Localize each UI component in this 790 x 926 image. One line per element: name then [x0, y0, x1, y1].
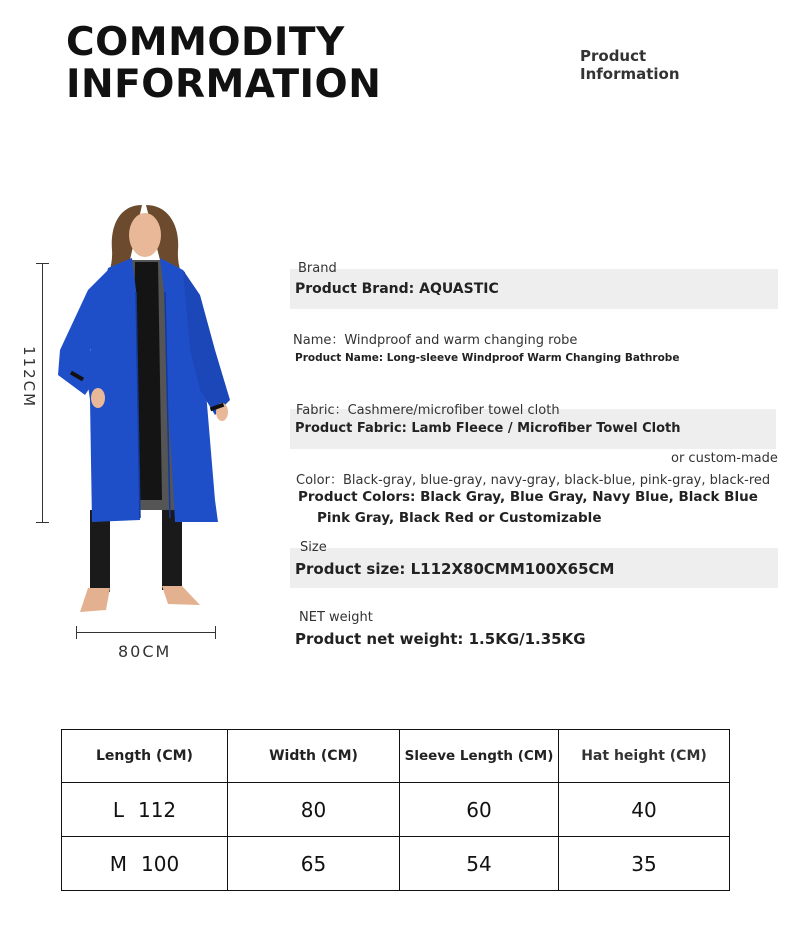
left-hand: [91, 388, 105, 408]
row-l-length: [62, 783, 228, 837]
color-label: Color：Black-gray, blue-gray, navy-gray, black-blue, pink-gray, black-red: [296, 473, 771, 488]
name-label: Name：Windproof and warm changing robe: [293, 333, 578, 348]
color-value-line-1: Product Colors: Black Gray, Blue Gray, Navy Blue, Black Blue: [298, 489, 758, 505]
right-foot: [162, 586, 200, 605]
header-hat: Hat height (CM): [559, 730, 730, 783]
row-l-width: 80: [228, 783, 400, 837]
table-header-row: [62, 730, 730, 783]
face: [129, 213, 161, 257]
side-title: [580, 47, 680, 83]
fabric-label: Fabric：Cashmere/microfiber towel cloth: [296, 403, 560, 418]
size-code: M: [109, 851, 128, 876]
side-title-line-1: Product: [580, 47, 647, 65]
width-tick-right: [215, 626, 216, 639]
table-row: [62, 837, 730, 891]
height-tick-bottom: [36, 522, 49, 523]
row-l-hat: 40: [559, 783, 730, 837]
weight-value: Product net weight: 1.5KG/1.35KG: [295, 630, 586, 648]
row-m-sleeve: 54: [400, 837, 559, 891]
size-value: Product size: L112X80CMM100X65CM: [295, 560, 615, 578]
header-length: Length (CM): [62, 730, 228, 783]
length-value: 100: [141, 851, 180, 876]
header-sleeve: Sleeve Length (CM): [400, 730, 559, 783]
row-l-sleeve: 60: [400, 783, 559, 837]
brand-label: Brand: [298, 261, 337, 276]
table-row: [62, 783, 730, 837]
row-m-width: 65: [228, 837, 400, 891]
left-foot: [80, 588, 110, 612]
name-value: Product Name: Long-sleeve Windproof Warm Changing Bathrobe: [295, 352, 680, 364]
length-value: 112: [137, 797, 177, 822]
product-model-figure: [50, 200, 240, 620]
row-m-length: [62, 837, 228, 891]
width-label: 80CM: [118, 642, 172, 661]
side-title-line-2: Information: [580, 65, 680, 83]
page-title: [66, 22, 381, 106]
brand-value: Product Brand: AQUASTIC: [295, 281, 499, 297]
height-label: 112CM: [20, 346, 38, 409]
color-value-line-2: Pink Gray, Black Red or Customizable: [317, 510, 602, 526]
weight-label: NET weight: [299, 610, 373, 625]
size-table: [61, 729, 730, 891]
header-width: Width (CM): [228, 730, 400, 783]
title-line-2: INFORMATION: [66, 62, 382, 107]
left-leg: [90, 510, 110, 592]
size-label: Size: [300, 540, 327, 555]
title-line-1: COMMODITY: [66, 20, 345, 65]
height-dimension-line: [42, 263, 43, 523]
color-extra: or custom-made: [671, 451, 778, 466]
width-dimension-line: [76, 632, 216, 633]
size-code: L: [112, 797, 124, 822]
fabric-value: Product Fabric: Lamb Fleece / Microfiber Towel Cloth: [295, 421, 681, 436]
row-m-hat: 35: [559, 837, 730, 891]
